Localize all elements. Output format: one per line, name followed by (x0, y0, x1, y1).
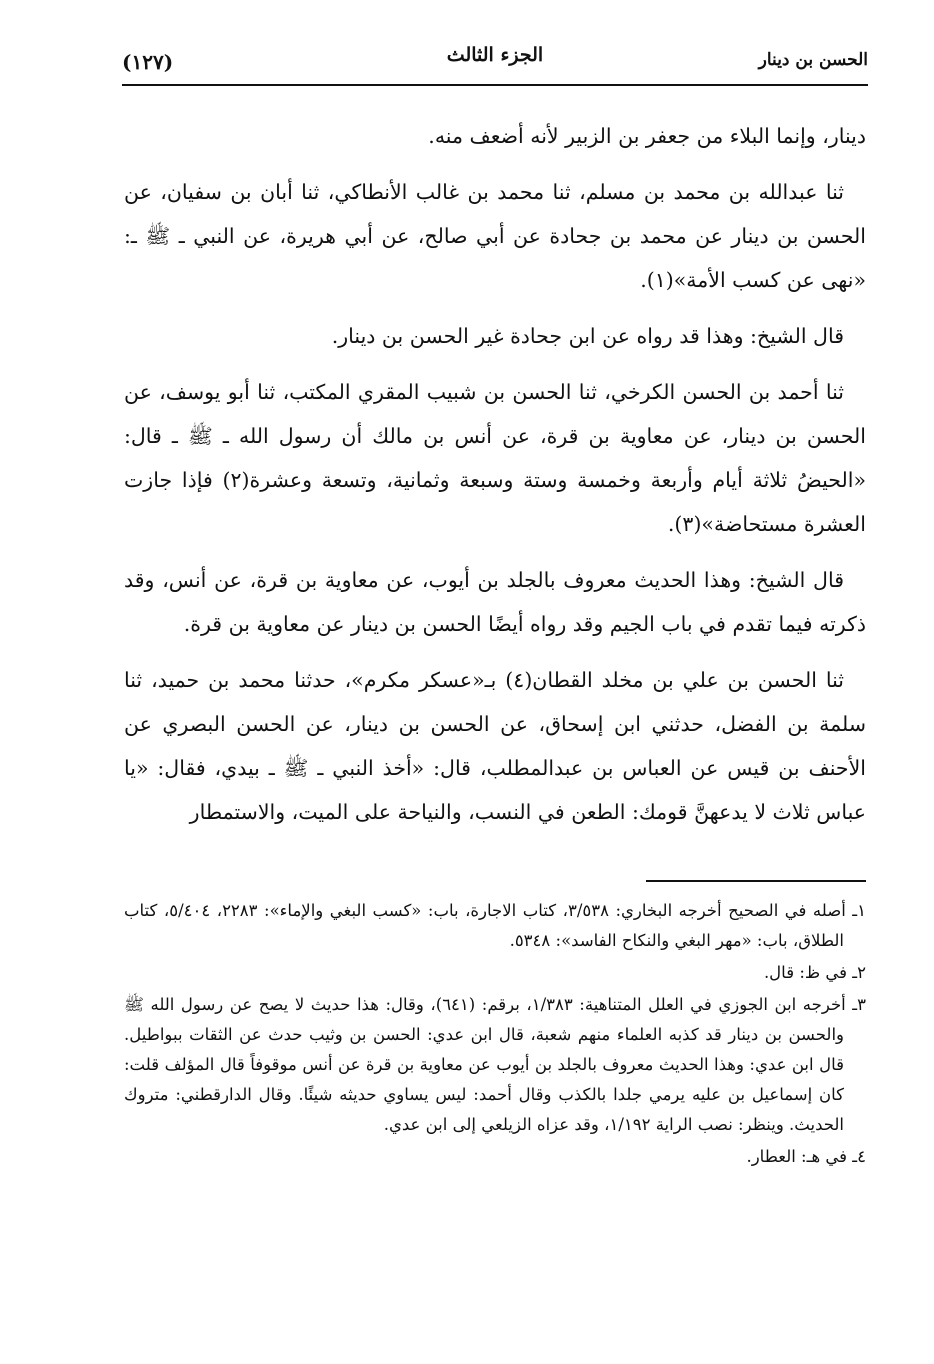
footnotes (124, 896, 866, 1174)
paragraph: دينار، وإنما البلاء من جعفر بن الزبير لأنه أضعف منه. (428, 124, 866, 148)
footnote: ٢ـ في ظ: قال. (763, 963, 866, 982)
footnote: ١ـ أصله في الصحيح أخرجه البخاري: ٣/٥٣٨، كتاب الاجارة، باب: «كسب البغي والإماء»: ٢٢٨٣، ٥/٤٠٤، كتاب الطلاق، باب: «مهر البغي والنكاح الفاسد»: ٥٣٤٨. (124, 901, 866, 950)
paragraph: ثنا عبدالله بن محمد بن مسلم، ثنا محمد بن غالب الأنطاكي، ثنا أبان بن سفيان، عن الحسن بن دينار عن محمد بن جحادة عن أبي صالح، عن أبي هريرة، عن النبي ـ ﷺ ـ: «نهى عن كسب الأمة»(١). (124, 180, 866, 292)
main-text (124, 114, 866, 846)
footnote: ٣ـ أخرجه ابن الجوزي في العلل المتناهية: ١/٣٨٣، برقم: (٦٤١)، وقال: هذا حديث لا يصح عن رسول الله ﷺ والحسن بن دينار قد كذبه العلماء منهم شعبة، قال ابن عدي: الحسن بن وثيب حدث عن الثقات ببواطيل. قال ابن عدي: وهذا الحديث معروف بالجلد بن أيوب عن معاوية بن قرة عن أنس موقوفاً قال المؤلف قلت: كان إسماعيل بن عليه يرمي جلدا بالكذب وقال أحمد: ليس يساوي حديثه شيئًا. وقال الدارقطني: متروك الحديث. وينظر: نصب الراية ١/١٩٢، وقد عزاه الزيلعي إلى ابن عدي. (124, 995, 866, 1134)
paragraph: ثنا الحسن بن علي بن مخلد القطان(٤) بـ«عسكر مكرم»، حدثنا محمد بن حميد، ثنا سلمة بن الفضل، حدثني ابن إسحاق، عن الحسن بن دينار، عن الحسن البصري عن الأحنف بن قيس عن العباس بن عبدالمطلب، قال: «أخذ النبي ـ ﷺ ـ بيدي، فقال: «يا عباس ثلاث لا يدعهنَّ قومك: الطعن في النسب، والنياحة على الميت، والاستمطار (124, 668, 866, 824)
paragraph: ثنا أحمد بن الحسن الكرخي، ثنا الحسن بن شبيب المقري المكتب، ثنا أبو يوسف، عن الحسن بن دينار، عن معاوية بن قرة، عن أنس بن مالك أن رسول الله ـ ﷺ ـ قال: «الحيضُ ثلاثة أيام وأربعة وخمسة وستة وسبعة وثمانية، وتسعة وعشرة(٢) فإذا جازت العشرة مستحاضة»(٣). (124, 380, 866, 536)
page-number: (١٢٧) (122, 50, 174, 74)
paragraph: قال الشيخ: وهذا الحديث معروف بالجلد بن أيوب، عن معاوية بن قرة، عن أنس، وقد ذكرته فيما تقدم في باب الجيم وقد رواه أيضًا الحسن بن دينار عن معاوية بن قرة. (124, 568, 866, 636)
running-title: الحسن بن دينار (758, 50, 868, 70)
paragraph: قال الشيخ: وهذا قد رواه عن ابن جحادة غير الحسن بن دينار. (331, 324, 844, 348)
footnote: ٤ـ في هـ: العطار. (746, 1147, 866, 1166)
volume-title: الجزء الثالث (446, 44, 544, 66)
page-header (122, 40, 868, 86)
footnote-divider (646, 880, 866, 882)
